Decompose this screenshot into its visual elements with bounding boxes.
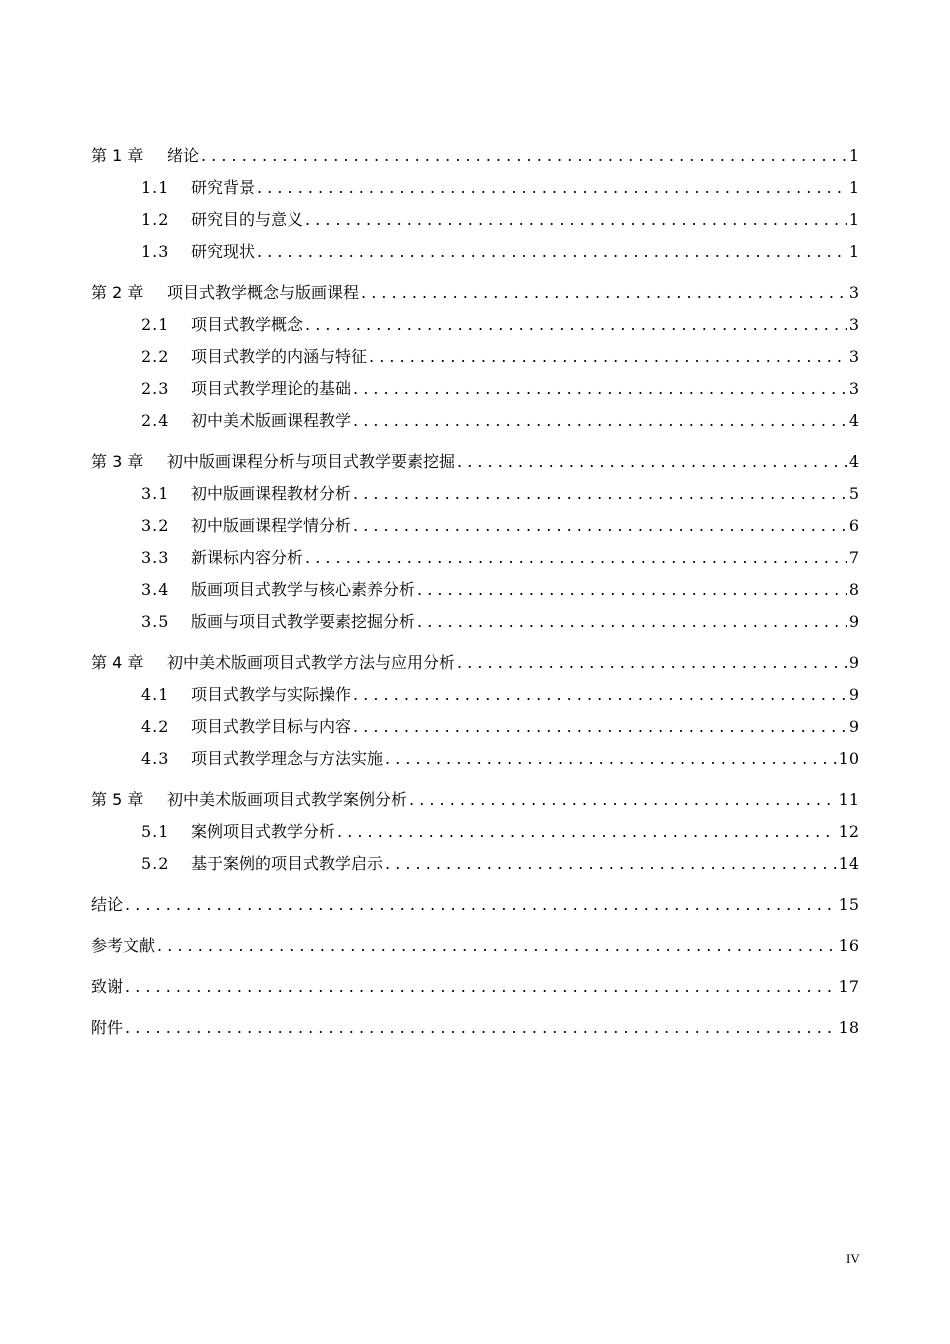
toc-dot-leader [385,852,837,876]
toc-dot-leader [125,975,837,999]
toc-entry-title: 新课标内容分析 [191,548,304,567]
toc-entry-title: 项目式教学概念与版画课程 [167,283,360,302]
toc-entry-page: 9 [848,653,859,672]
toc-entry-page: 15 [838,895,859,914]
toc-entry[interactable] [91,610,859,634]
toc-entry-title: 版画项目式教学与核心素养分析 [191,580,416,599]
toc-entry[interactable] [91,450,859,474]
toc-entry-page: 4 [848,452,859,471]
toc-entry-number: 5.1 [141,822,170,841]
toc-entry-page: 10 [838,749,859,768]
toc-dot-leader [353,715,847,739]
toc-entry-title: 初中版画课程学情分析 [191,516,352,535]
toc-entry[interactable] [91,578,859,602]
toc-dot-leader [305,208,847,232]
toc-entry-title: 项目式教学理论的基础 [191,379,352,398]
toc-entry-page: 5 [848,484,859,503]
toc-entry[interactable] [91,281,859,305]
toc-dot-leader [353,409,847,433]
toc-entry-number: 3.1 [141,484,170,503]
toc-dot-leader [369,345,847,369]
toc-entry-number: 4.2 [141,717,170,736]
toc-entry-page: 8 [848,580,859,599]
toc-entry-page: 1 [848,242,859,261]
toc-entry-number: 1.1 [141,178,170,197]
toc-entry-number: 4.1 [141,685,170,704]
toc-entry[interactable] [91,1016,859,1040]
toc-dot-leader [361,281,847,305]
toc-dot-leader [353,482,847,506]
toc-entry-number: 1.3 [141,242,170,261]
toc-entry-title: 附件 [91,1018,124,1037]
toc-dot-leader [337,820,837,844]
toc-entry-title: 绪论 [167,146,200,165]
toc-entry-title: 初中美术版画项目式教学案例分析 [167,790,408,809]
toc-entry[interactable] [91,176,859,200]
toc-entry-title: 研究现状 [191,242,256,261]
toc-entry-number: 3.3 [141,548,170,567]
toc-entry-title: 初中版画课程分析与项目式教学要素挖掘 [167,452,456,471]
toc-entry-title: 结论 [91,895,124,914]
toc-dot-leader [125,1016,837,1040]
toc-entry[interactable] [91,788,859,812]
toc-entry-title: 版画与项目式教学要素挖掘分析 [191,612,416,631]
toc-entry-page: 1 [848,178,859,197]
toc-dot-leader [353,683,847,707]
toc-entry[interactable] [91,409,859,433]
toc-entry[interactable] [91,975,859,999]
table-of-contents [91,144,859,1040]
toc-entry[interactable] [91,208,859,232]
toc-entry[interactable] [91,377,859,401]
toc-entry[interactable] [91,683,859,707]
toc-entry-page: 4 [848,411,859,430]
toc-entry-number: 5.2 [141,854,170,873]
toc-entry[interactable] [91,482,859,506]
toc-dot-leader [157,934,837,958]
toc-entry[interactable] [91,313,859,337]
toc-entry-title: 研究目的与意义 [191,210,304,229]
toc-entry-page: 14 [838,854,859,873]
toc-entry-page: 12 [838,822,859,841]
toc-entry-number: 第 3 章 [91,452,144,471]
toc-entry-page: 3 [848,379,859,398]
toc-dot-leader [457,450,847,474]
toc-entry[interactable] [91,820,859,844]
toc-entry-page: 6 [848,516,859,535]
toc-entry-title: 研究背景 [191,178,256,197]
toc-entry-title: 致谢 [91,977,124,996]
toc-dot-leader [385,747,837,771]
toc-dot-leader [417,610,847,634]
toc-entry-title: 项目式教学与实际操作 [191,685,352,704]
toc-entry-number: 3.4 [141,580,170,599]
toc-entry[interactable] [91,651,859,675]
toc-entry[interactable] [91,345,859,369]
page-number: IV [846,1251,860,1266]
toc-entry-page: 3 [848,283,859,302]
toc-entry-title: 初中版画课程教材分析 [191,484,352,503]
toc-entry[interactable] [91,144,859,168]
toc-entry-title: 基于案例的项目式教学启示 [191,854,384,873]
toc-entry-page: 1 [848,146,859,165]
toc-entry-title: 参考文献 [91,936,156,955]
toc-entry-number: 第 5 章 [91,790,144,809]
toc-entry-number: 2.3 [141,379,170,398]
toc-entry-number: 2.4 [141,411,170,430]
toc-dot-leader [257,240,847,264]
toc-entry-page: 3 [848,315,859,334]
toc-entry-page: 17 [838,977,859,996]
toc-dot-leader [353,377,847,401]
toc-dot-leader [353,514,847,538]
toc-entry-page: 1 [848,210,859,229]
toc-dot-leader [417,578,847,602]
toc-entry[interactable] [91,715,859,739]
toc-dot-leader [409,788,837,812]
toc-entry[interactable] [91,852,859,876]
toc-dot-leader [125,893,837,917]
toc-entry-number: 第 4 章 [91,653,144,672]
toc-entry-number: 第 1 章 [91,146,144,165]
toc-dot-leader [305,313,847,337]
toc-dot-leader [257,176,847,200]
toc-entry-title: 项目式教学概念 [191,315,304,334]
toc-entry-number: 3.5 [141,612,170,631]
toc-entry-page: 9 [848,612,859,631]
toc-entry-title: 初中美术版画项目式教学方法与应用分析 [167,653,456,672]
toc-entry-page: 18 [838,1018,859,1037]
toc-entry-number: 3.2 [141,516,170,535]
toc-entry[interactable] [91,546,859,570]
toc-entry-number: 2.1 [141,315,170,334]
toc-entry[interactable] [91,240,859,264]
toc-entry[interactable] [91,747,859,771]
toc-entry-title: 初中美术版画课程教学 [191,411,352,430]
toc-entry-title: 项目式教学的内涵与特征 [191,347,368,366]
toc-entry-number: 第 2 章 [91,283,144,302]
toc-entry-page: 9 [848,685,859,704]
toc-entry[interactable] [91,514,859,538]
toc-entry-page: 9 [848,717,859,736]
toc-entry-number: 2.2 [141,347,170,366]
toc-entry-page: 11 [838,790,859,809]
toc-entry-number: 4.3 [141,749,170,768]
toc-entry-page: 7 [848,548,859,567]
toc-dot-leader [305,546,847,570]
toc-entry-title: 项目式教学理念与方法实施 [191,749,384,768]
toc-entry[interactable] [91,893,859,917]
toc-entry-page: 3 [848,347,859,366]
toc-dot-leader [201,144,847,168]
toc-entry-title: 案例项目式教学分析 [191,822,336,841]
toc-entry-page: 16 [838,936,859,955]
toc-entry[interactable] [91,934,859,958]
toc-entry-title: 项目式教学目标与内容 [191,717,352,736]
toc-entry-number: 1.2 [141,210,170,229]
toc-dot-leader [457,651,847,675]
